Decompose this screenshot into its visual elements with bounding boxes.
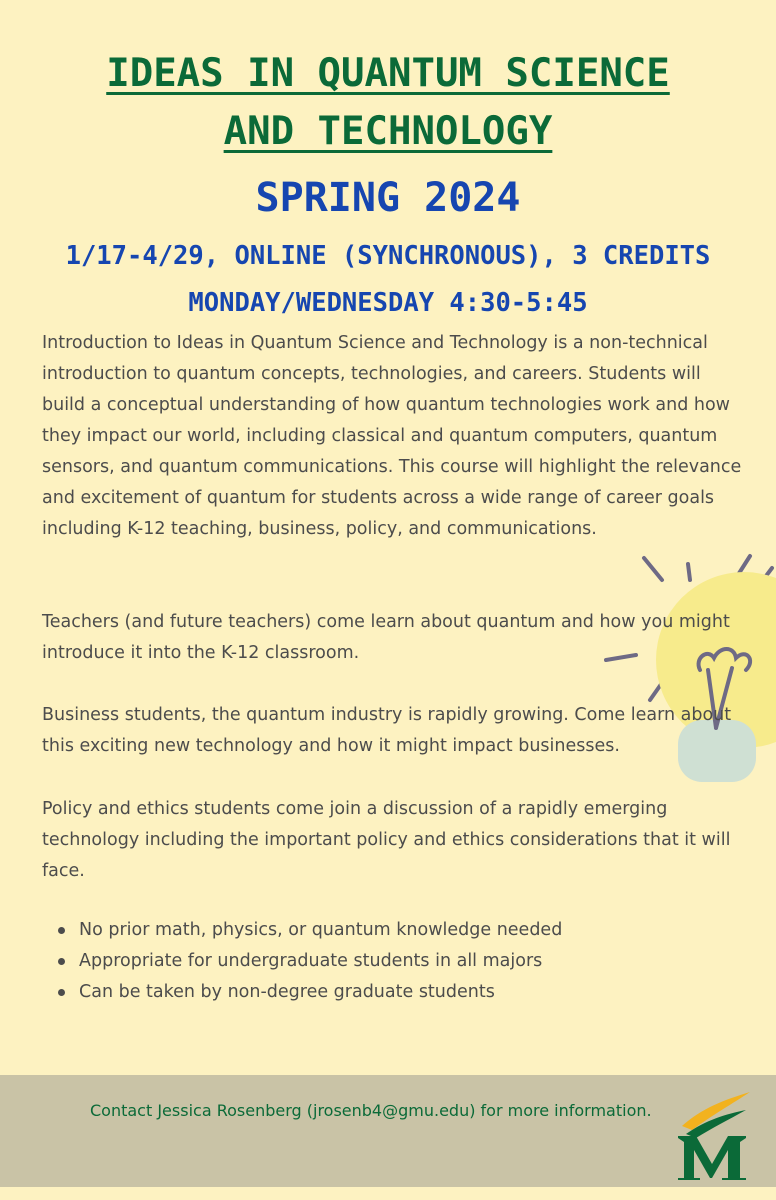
bullet-icon <box>58 927 65 934</box>
requirements-list <box>42 915 742 1008</box>
course-title-line-2: AND TECHNOLOGY <box>223 109 553 154</box>
footer-band <box>0 1075 776 1187</box>
contact-info: Contact Jessica Rosenberg (jrosenb4@gmu.edu) for more information. <box>90 1101 652 1120</box>
bullet-icon <box>58 989 65 996</box>
bullet-icon <box>58 958 65 965</box>
gmu-logo-icon <box>672 1086 752 1182</box>
business-paragraph: Business students, the quantum industry is rapidly growing. Come learn about this exciting new technology and how it might impact businesses. <box>42 705 732 756</box>
list-item <box>42 977 742 1008</box>
course-meeting-times: MONDAY/WEDNESDAY 4:30-5:45 <box>188 288 588 318</box>
policy-paragraph: Policy and ethics students come join a discussion of a rapidly emerging technology including the important policy and ethics considerations that it will face. <box>42 799 731 881</box>
course-dates-credits: 1/17-4/29, ONLINE (SYNCHRONOUS), 3 CREDITS <box>65 241 711 271</box>
teachers-paragraph: Teachers (and future teachers) come learn about quantum and how you might introduce it into the K-12 classroom. <box>42 612 730 663</box>
list-item-text: No prior math, physics, or quantum knowledge needed <box>79 920 563 940</box>
list-item <box>42 915 742 946</box>
list-item-text: Appropriate for undergraduate students in all majors <box>79 951 543 971</box>
course-description: Introduction to Ideas in Quantum Science and Technology is a non-technical introduction to quantum concepts, technologies, and careers. Students will build a conceptual understanding of how quantum technologies work and how they impact our world, including classical and quantum computers, quantum sensors, and quantum communications. This course will highlight the relevance and excitement of quantum for students across a wide range of career goals including K-12 teaching, business, policy, and communications. <box>42 333 742 539</box>
list-item-text: Can be taken by non-degree graduate students <box>79 982 495 1002</box>
list-item <box>42 946 742 977</box>
semester-heading: SPRING 2024 <box>255 175 521 221</box>
course-title-line-1: IDEAS IN QUANTUM SCIENCE <box>106 51 670 96</box>
